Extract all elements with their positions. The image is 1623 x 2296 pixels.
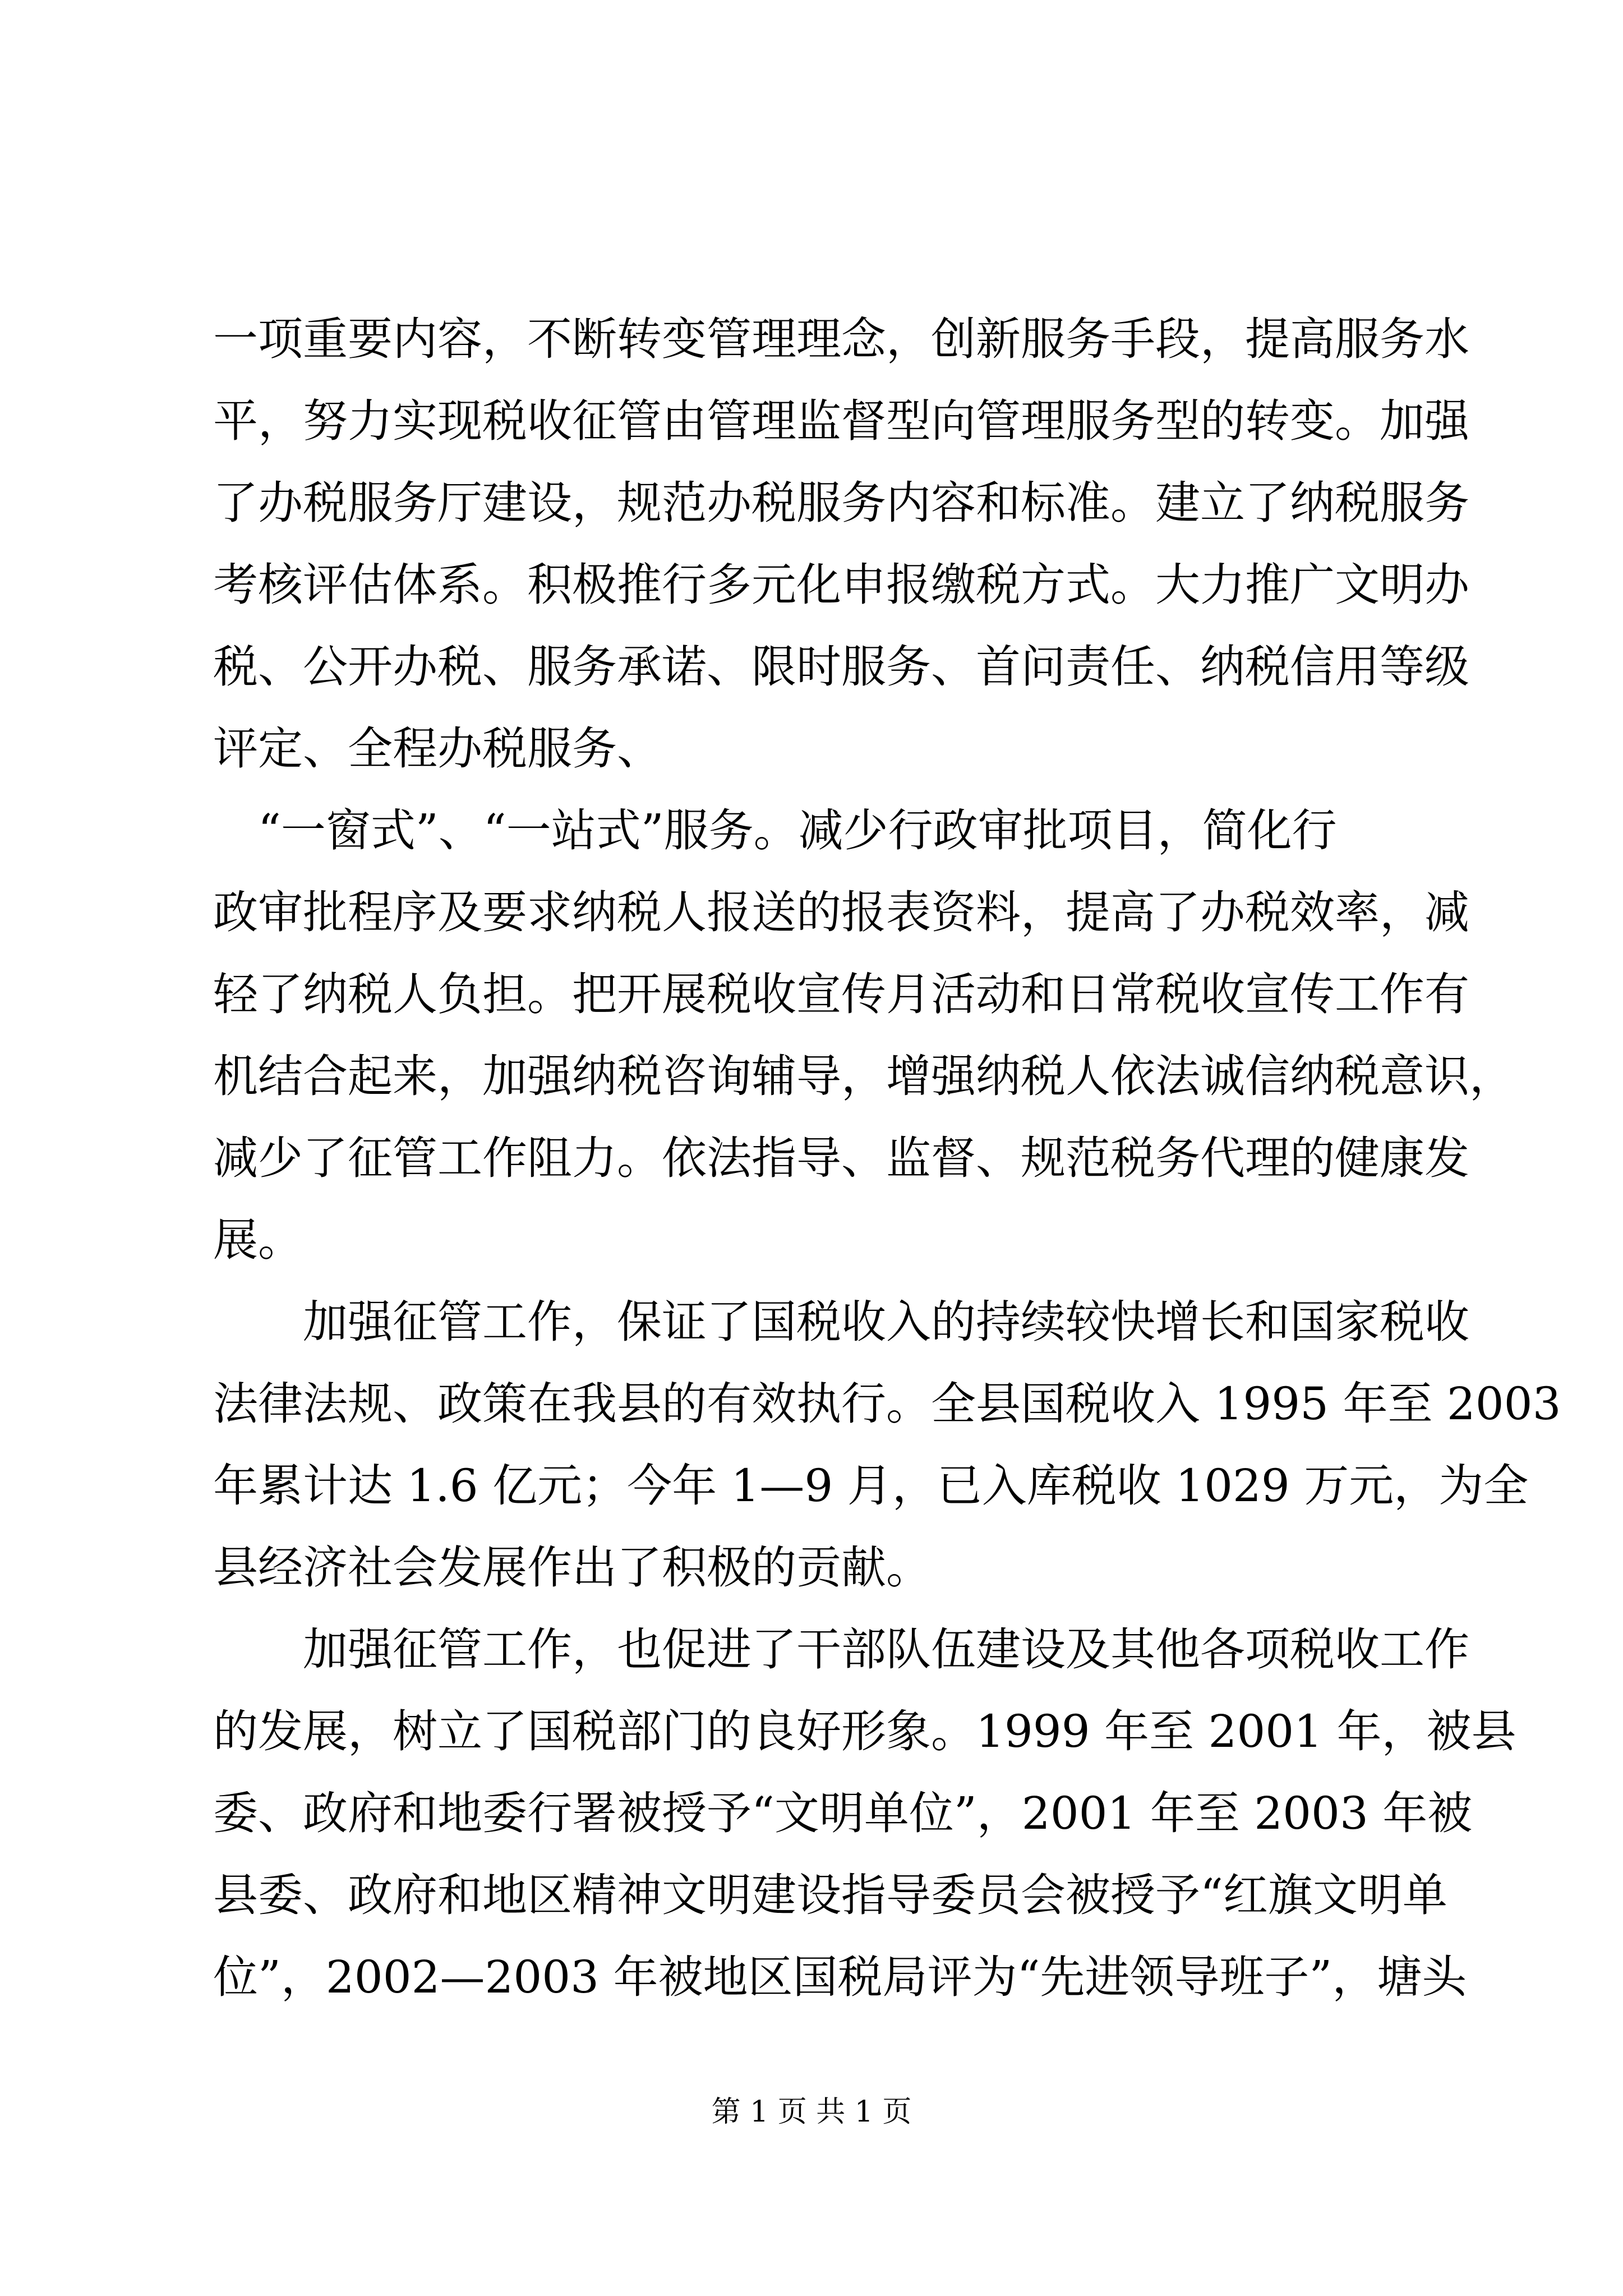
text-line: 位”，2002—2003 年被地区国税局评为“先进领导班子”，塘头 — [213, 1951, 1467, 2003]
page-footer: 第 1 页 共 1 页 — [711, 2095, 912, 2129]
text-line: 法律法规、政策在我县的有效执行。全县国税收入 1995 年至 2003 — [213, 1378, 1561, 1430]
text-line: 委、政府和地委行署被授予“文明单位”，2001 年至 2003 年被 — [213, 1787, 1473, 1839]
text-line: 的发展，树立了国税部门的良好形象。1999 年至 2001 年，被县 — [213, 1705, 1516, 1757]
text-line: 县经济社会发展作出了积极的贡献。 — [213, 1542, 931, 1594]
text-line: 考核评估体系。积极推行多元化申报缴税方式。大力推广文明办 — [213, 559, 1469, 611]
body-text — [213, 298, 1561, 2018]
text-line: 县委、政府和地区精神文明建设指导委员会被授予“红旗文明单 — [213, 1869, 1447, 1921]
text-line: 年累计达 1.6 亿元；今年 1—9 月，已入库税收 1029 万元，为全 — [213, 1460, 1529, 1512]
text-line: 减少了征管工作阻力。依法指导、监督、规范税务代理的健康发 — [213, 1132, 1469, 1184]
text-line: 政审批程序及要求纳税人报送的报表资料，提高了办税效率，减 — [213, 886, 1469, 938]
text-line: 了办税服务厅建设，规范办税服务内容和标准。建立了纳税服务 — [213, 477, 1469, 529]
text-line: 平，努力实现税收征管由管理监督型向管理服务型的转变。加强 — [213, 395, 1469, 447]
text-line: 加强征管工作，也促进了干部队伍建设及其他各项税收工作 — [213, 1623, 1469, 1676]
text-line: 加强征管工作，保证了国税收入的持续较快增长和国家税收 — [213, 1296, 1469, 1348]
text-line: 机结合起来，加强纳税咨询辅导，增强纳税人依法诚信纳税意识， — [213, 1050, 1514, 1102]
text-line: 轻了纳税人负担。把开展税收宣传月活动和日常税收宣传工作有 — [213, 968, 1469, 1020]
text-line: 税、公开办税、服务承诺、限时服务、首问责任、纳税信用等级 — [213, 641, 1469, 693]
text-line: 展。 — [213, 1214, 303, 1266]
text-line: 一项重要内容，不断转变管理理念，创新服务手段，提高服务水 — [213, 313, 1469, 365]
text-line: “一窗式”、“一站式”服务。减少行政审批项目，简化行 — [213, 804, 1337, 857]
text-line: 评定、全程办税服务、 — [213, 723, 662, 775]
